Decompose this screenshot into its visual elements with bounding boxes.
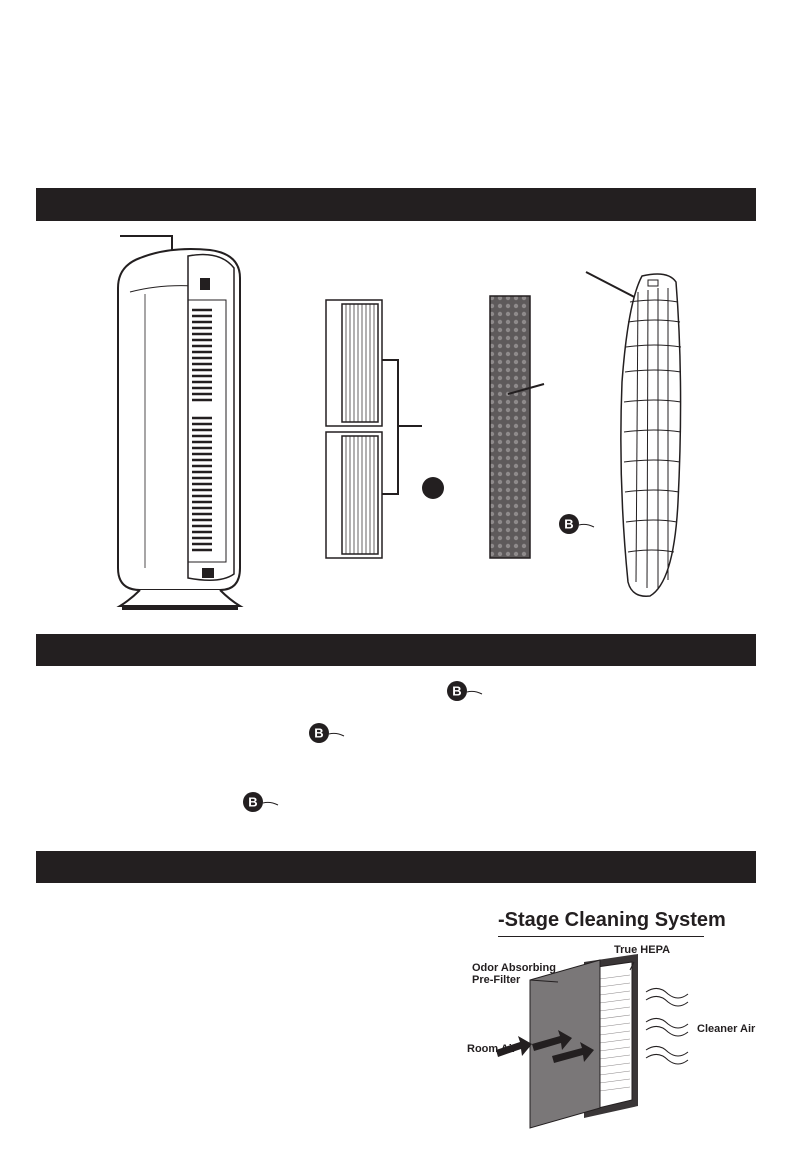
cleaner-air-label: Cleaner Air [697, 1023, 756, 1035]
section-header-bar-3 [36, 851, 756, 883]
filter-b-badge-illustration [558, 513, 602, 537]
filter-b-badge-text-2 [308, 722, 352, 746]
svg-text:B: B [452, 683, 462, 699]
title-underline [498, 936, 704, 937]
filter-b-badge-text-1 [446, 680, 490, 704]
svg-text:B: B [248, 794, 258, 810]
rear-grille-cover-illustration [580, 262, 690, 602]
svg-text:B: B [564, 516, 574, 532]
room-air-label: Room Air [467, 1043, 517, 1055]
section-header-bar-1 [36, 188, 756, 221]
carbon-prefilter-illustration [488, 294, 548, 560]
section-header-bar-2 [36, 634, 756, 666]
step-circle-marker [420, 475, 446, 501]
true-hepa-label: True HEPA [614, 944, 671, 956]
svg-text:B: B [314, 725, 324, 741]
hepa-filters-illustration [322, 296, 432, 560]
filter-b-badge-text-3 [242, 791, 286, 815]
odor-absorbing-label: Odor Absorbing [472, 962, 556, 974]
pre-filter-label: Pre-Filter [472, 974, 521, 986]
air-purifier-tower-illustration [100, 228, 260, 618]
stage-cleaning-title: -Stage Cleaning System [498, 909, 726, 931]
